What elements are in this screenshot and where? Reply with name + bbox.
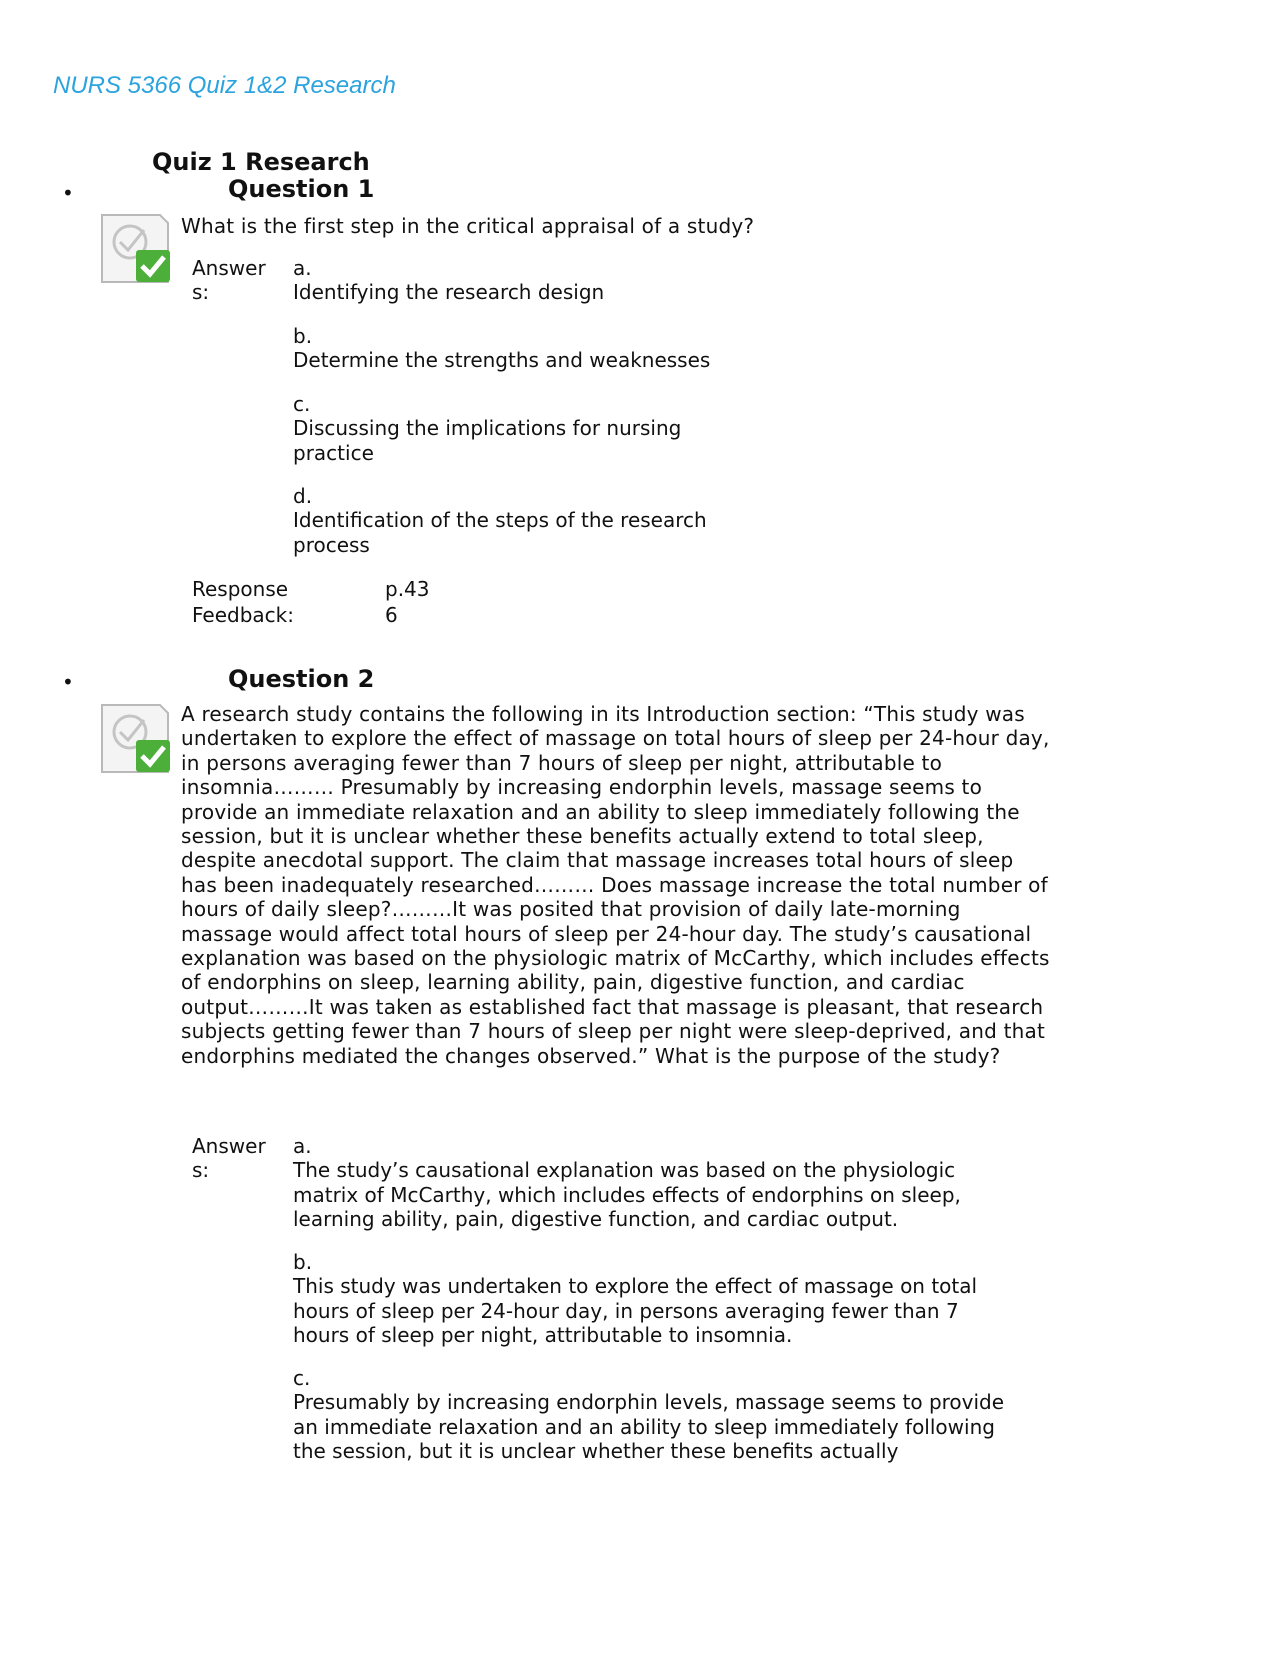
answers-label: Answer s: [192,1134,266,1182]
question-1-text: What is the first step in the critical appraisal of a study? [181,214,755,238]
bullet-question-2: • [62,670,74,694]
document-title: NURS 5366 Quiz 1&2 Research [53,72,396,99]
choice-c[interactable]: c. Discussing the implications for nursing practice [293,392,682,465]
question-2-text: A research study contains the following in its Introduction section: “This study was undertaken to explore the effect of massage on total hours of sleep per 24-hour day, in persons averaging fewer than 7 hours of sleep per night, attributable to insomnia……… Presumably by increasing endorphin levels, massage seems to provide an immediate relaxation and an ability to sleep immediately following the session, but it is unclear whether these benefits actually extend to total sleep, despite anecdotal support. The claim that massage increases total hours of sleep has been inadequately researched……… Does massage increase the total number of hours of daily sleep?………It was posited that provision of daily late-morning massage would affect total hours of sleep per 24-hour day. The study’s causational explanation was based on the physiologic matrix of McCarthy, which includes effects of endorphins on sleep, learning ability, pain, digestive function, and cardiac output………It was taken as established fact that massage is pleasant, that research subjects getting fewer than 7 hours of sleep per night were sleep-deprived, and that endorphins mediated the changes observed.” What is the purpose of the study? [181,702,1050,1068]
question-2-title: Question 2 [228,665,375,693]
quiz-heading: Quiz 1 Research [152,148,370,176]
choice-a[interactable]: a. The study’s causational explanation was based on the physiologic matrix of McCarthy, which includes effects of endorphins on sleep, learning ability, pain, digestive function, and cardiac output. [293,1134,961,1232]
choice-d[interactable]: d. Identification of the steps of the research process [293,484,707,557]
correct-check-icon [100,702,172,774]
answers-label: Answer s: [192,256,266,304]
question-1-title: Question 1 [228,175,375,203]
bullet-question-1: • [62,181,74,205]
choice-b[interactable]: b. This study was undertaken to explore the effect of massage on total hours of sleep per 24-hour day, in persons averaging fewer than 7 hours of sleep per night, attributable to insomnia. [293,1250,978,1348]
choice-c[interactable]: c. Presumably by increasing endorphin levels, massage seems to provide an immediate relaxation and an ability to sleep immediately following the session, but it is unclear whether these benefits actually [293,1366,1005,1464]
choice-b[interactable]: b. Determine the strengths and weaknesses [293,324,711,373]
choice-a[interactable]: a. Identifying the research design [293,256,605,305]
response-feedback-label: Response Feedback: [192,577,294,627]
response-feedback-value: p.43 6 [385,577,430,627]
correct-check-icon [100,212,172,284]
